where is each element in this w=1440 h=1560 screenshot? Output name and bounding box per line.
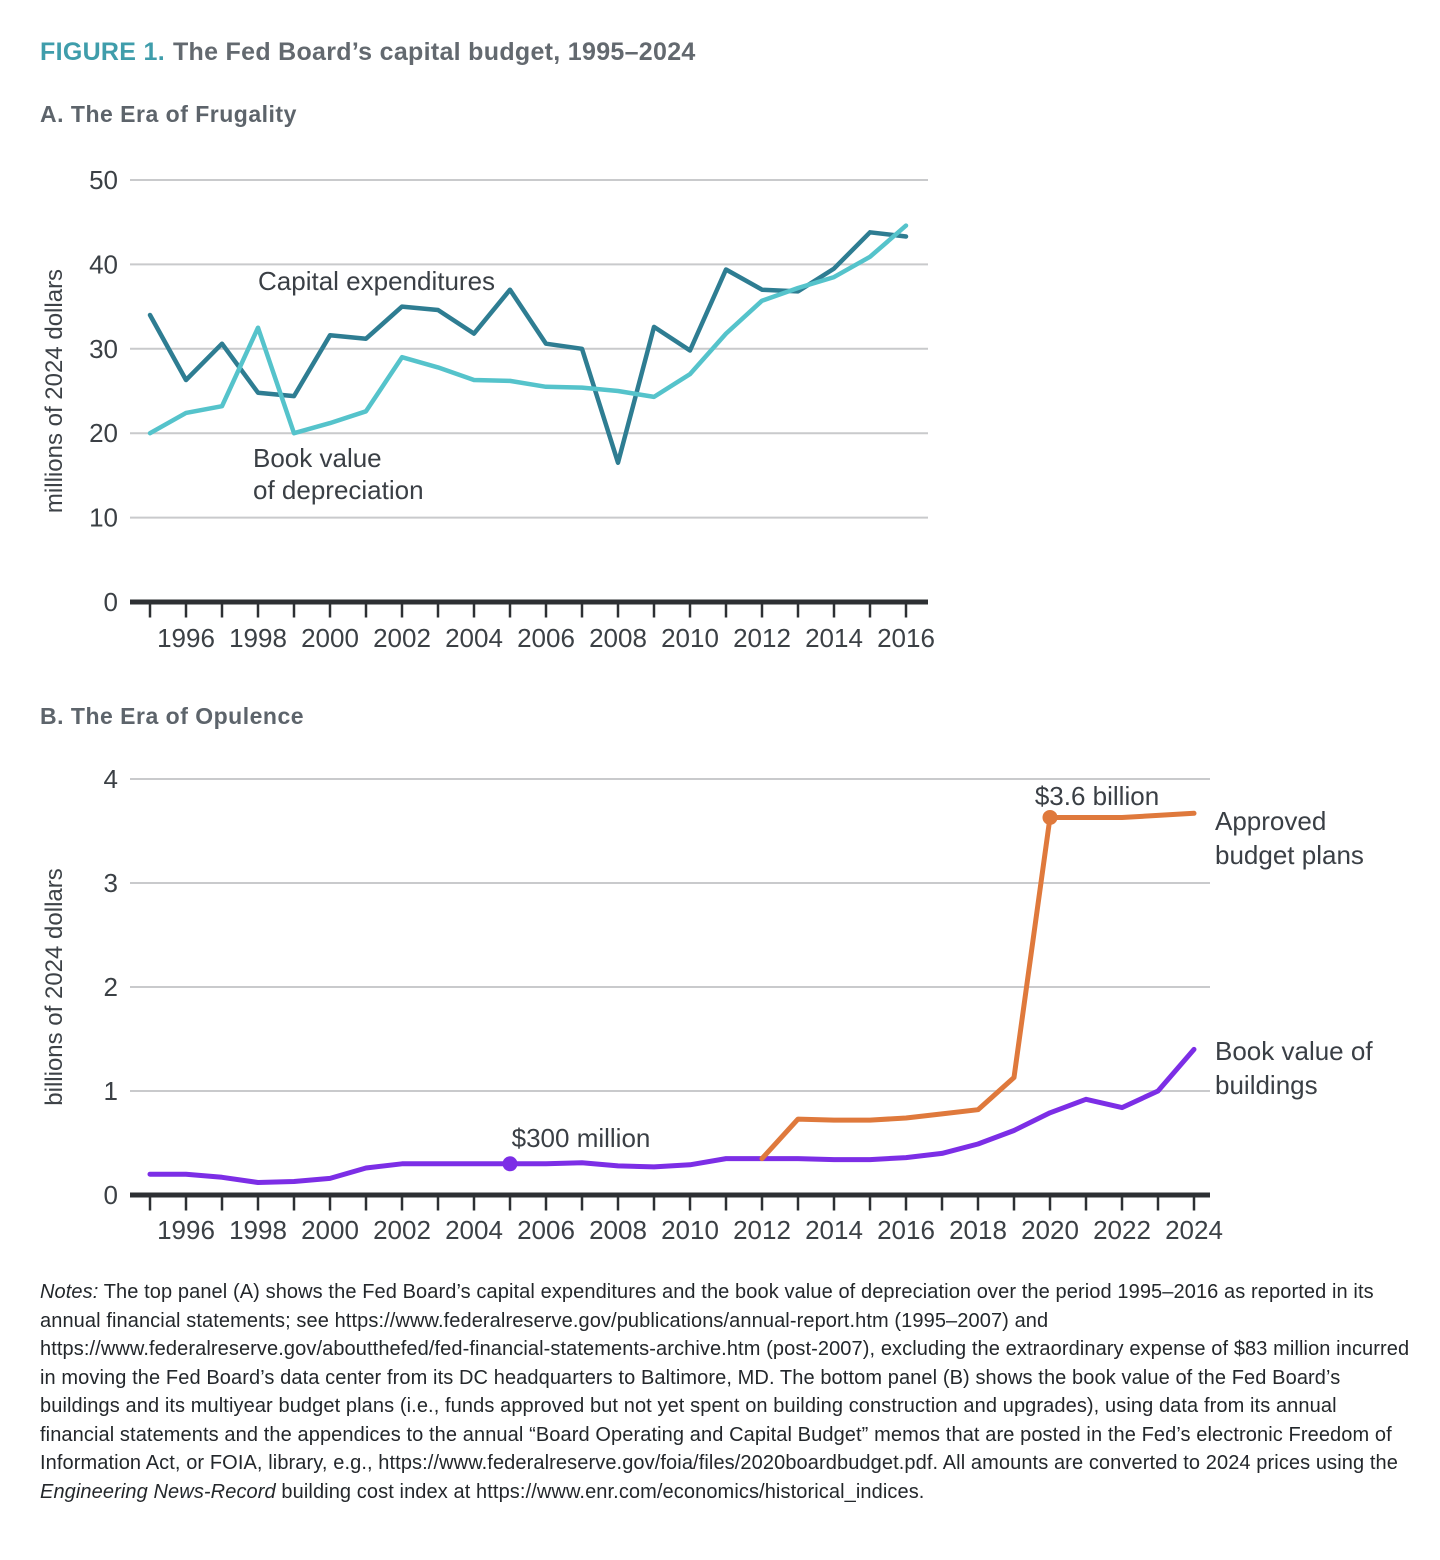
notes-segment: building cost index at https://www.enr.com/economics/historical_indices. — [275, 1480, 925, 1503]
notes-text — [40, 1278, 1410, 1506]
x-axis-labels — [157, 1215, 1223, 1245]
x-tick-label: 2012 — [733, 1215, 791, 1245]
series-lines — [150, 226, 906, 463]
panel-b-heading: B. The Era of Opulence — [40, 703, 305, 729]
chart-annotation: Approved — [1215, 806, 1327, 836]
series-book-value-of-buildings — [150, 1049, 1194, 1182]
y-axis-labels — [104, 764, 118, 1210]
panel-a-heading: A. The Era of Frugality — [40, 101, 297, 127]
chart-annotation: budget plans — [1215, 840, 1364, 870]
y-axis-title: millions of 2024 dollars — [41, 268, 68, 514]
x-tick-label: 2018 — [949, 1215, 1007, 1245]
series-lines — [150, 813, 1194, 1182]
figure-title-text: The Fed Board’s capital budget, 1995–2024 — [172, 38, 696, 66]
x-tick-label: 1996 — [157, 1215, 215, 1245]
x-axis-labels — [157, 623, 935, 653]
y-axis-labels — [89, 165, 118, 617]
x-tick-label: 2006 — [517, 1215, 575, 1245]
y-tick-label: 4 — [103, 764, 118, 794]
data-point-marker — [1043, 810, 1058, 825]
x-tick-label: 2008 — [589, 623, 647, 653]
y-tick-label: 30 — [89, 333, 118, 364]
x-tick-label: 2010 — [661, 623, 719, 653]
chart-annotation: buildings — [1215, 1070, 1318, 1100]
y-tick-label: 0 — [103, 587, 118, 617]
x-tick-label: 1998 — [229, 623, 287, 653]
x-axis-ticks — [150, 1198, 1194, 1211]
chart-annotations — [512, 781, 1374, 1153]
x-tick-label: 2016 — [877, 623, 935, 653]
x-tick-label: 2024 — [1165, 1215, 1223, 1245]
panel-b-chart — [0, 740, 1440, 1270]
chart-annotation: $3.6 billion — [1034, 781, 1160, 811]
x-tick-label: 2008 — [589, 1215, 647, 1245]
x-axis-ticks — [150, 605, 906, 618]
chart-annotation: of depreciation — [253, 475, 424, 505]
x-tick-label: 2002 — [373, 623, 431, 653]
chart-annotation: Book value of — [1215, 1036, 1373, 1066]
x-tick-label: 2014 — [805, 623, 863, 653]
x-tick-label: 2022 — [1093, 1215, 1151, 1245]
y-tick-label: 0 — [103, 1180, 118, 1210]
chart-annotation: $300 million — [511, 1123, 651, 1153]
chart-annotation: Capital expenditures — [258, 266, 496, 296]
data-point-marker — [503, 1156, 518, 1171]
x-tick-label: 2012 — [733, 623, 791, 653]
figure-title — [40, 38, 696, 67]
x-tick-label: 1996 — [157, 623, 215, 653]
x-tick-label: 2020 — [1021, 1215, 1079, 1245]
x-tick-label: 2006 — [517, 623, 575, 653]
y-tick-label: 3 — [103, 868, 118, 898]
x-tick-label: 2000 — [301, 623, 359, 653]
y-tick-label: 2 — [103, 972, 118, 1002]
x-tick-label: 2016 — [877, 1215, 935, 1245]
chart-annotations — [253, 266, 495, 505]
x-tick-label: 2002 — [373, 1215, 431, 1245]
notes-segment: The top panel (A) shows the Fed Board’s capital expenditures and the book value of depreciation over the period 1995–2016 as reported in its annual financial statements; see https://www.federalreserve.gov/publications/annual-report.htm (1995–2007) and https://www.federalreserve.gov/aboutthefed/fed-financial-statements-archive.htm (post-2007), excluding the extraordinary expense of $83 million incurred in moving the Fed Board’s data center from its DC headquarters to Baltimore, MD. The bottom panel (B) shows the book value of the Fed Board’s buildings and its multiyear budget plans (i.e., funds approved but not yet spent on building construction and upgrades), using data from its annual financial statements and the appendices to the annual “Board Operating and Capital Budget” memos that are posted in the Fed’s electronic Freedom of Information Act, or FOIA, library, e.g., https://www.federalreserve.gov/foia/files/2020boardbudget.pdf. All amounts are converted to 2024 prices using the — [40, 1281, 1410, 1474]
y-tick-label: 10 — [89, 502, 118, 533]
x-tick-label: 2010 — [661, 1215, 719, 1245]
y-axis-title: billions of 2024 dollars — [41, 868, 68, 1106]
x-tick-label: 2014 — [805, 1215, 863, 1245]
figure-number: FIGURE 1. — [40, 38, 165, 66]
chart-annotation: Book value — [253, 443, 382, 473]
x-tick-label: 2004 — [445, 1215, 503, 1245]
panel-a-chart — [0, 150, 960, 670]
notes-italic-segment: Notes: — [40, 1281, 99, 1303]
y-tick-label: 40 — [89, 249, 118, 280]
x-tick-label: 1998 — [229, 1215, 287, 1245]
x-tick-label: 2000 — [301, 1215, 359, 1245]
x-tick-label: 2004 — [445, 623, 503, 653]
y-tick-label: 1 — [103, 1076, 118, 1106]
y-tick-label: 50 — [89, 165, 118, 195]
notes-italic-segment: Engineering News-Record — [40, 1480, 276, 1503]
series-book-value-of-depreciation — [150, 226, 906, 434]
y-tick-label: 20 — [89, 418, 118, 449]
